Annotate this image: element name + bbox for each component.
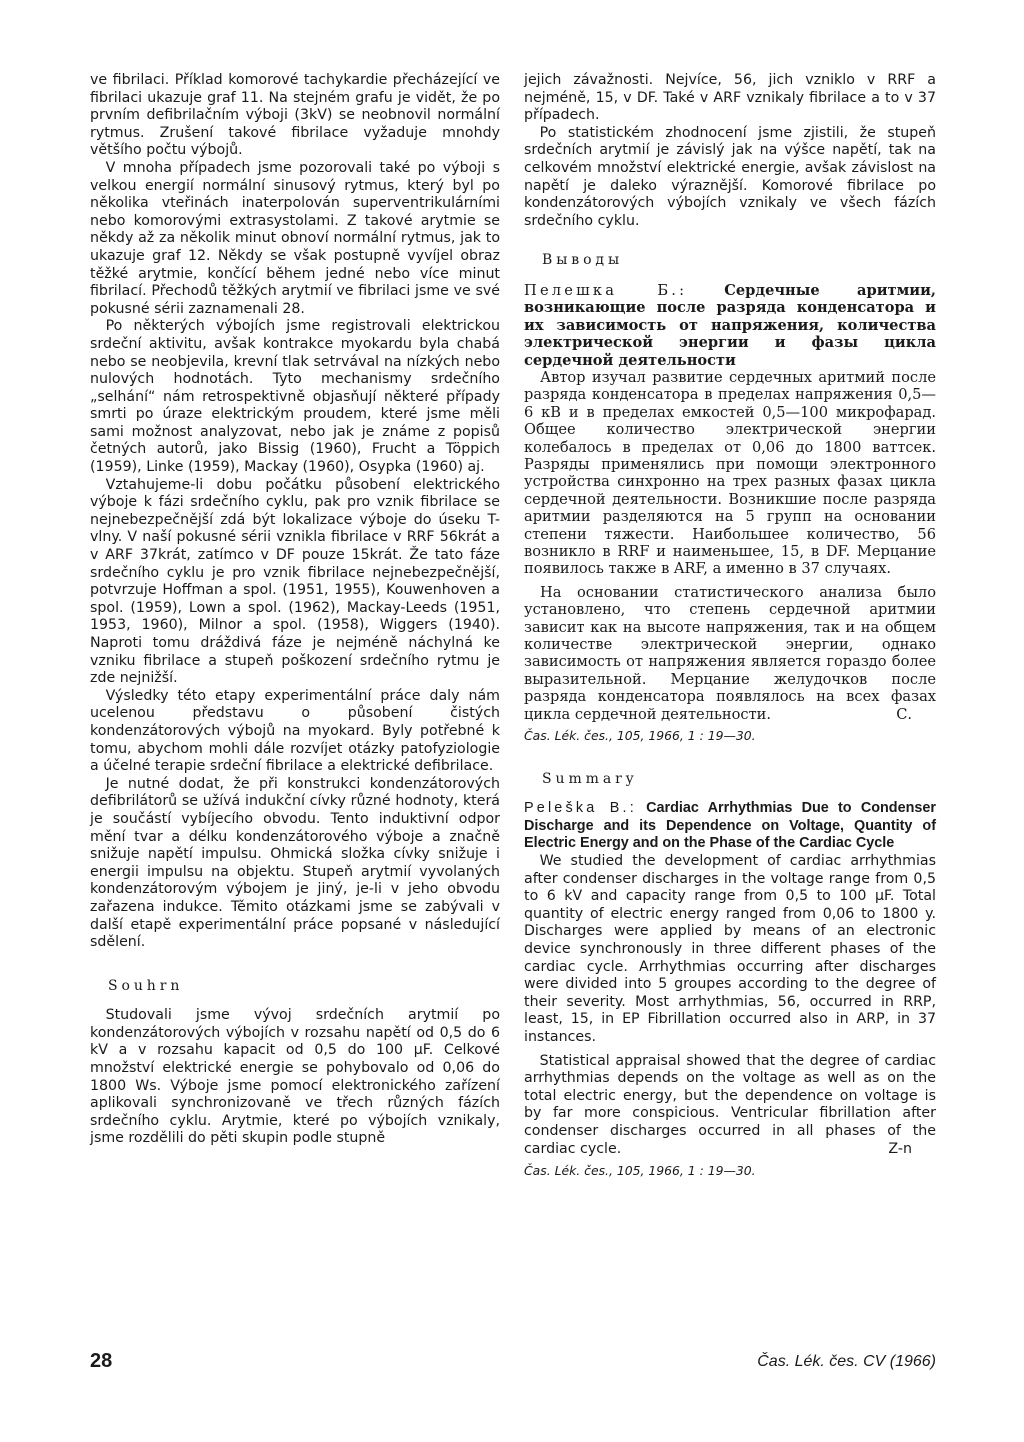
- souhrn-heading: Souhrn: [108, 977, 184, 994]
- paragraph: Po některých výbojích jsme registrovali elektrickou srdeční aktivitu, avšak kontrakce myokardu byla chabá nebo se neobjevila, krevní tlak setrvával na nízkých nebo nulových hodnotách. Tyto mechanismy srdečního „selhání“ nám retrospektivně objasňují některé případy smrti po úraze elektrickým proudem, které jsme měli sami možnost analyzovat, nebo jak je známe z popisů četných autorů, jako Bissig (1960), Frucht a Töppich (1959), Linke (1959), Mackay (1960), Osypka (1960) aj.: [90, 318, 500, 476]
- paragraph: [524, 1053, 936, 1159]
- russian-author: Пелешка Б.:: [524, 281, 688, 299]
- russian-title: [524, 282, 936, 369]
- paragraph: Výsledky této etapy experimentální práce daly nám ucelenou představu o působení čistých kondenzátorových výbojů na myokard. Byly potřebné k tomu, abychom mohli dále rozvíjet otázky patofyziologie a účelné terapie srdeční fibrilace a elektrické defibrilace.: [90, 687, 500, 775]
- paragraph: Po statistickém zhodnocení jsme zjistili, že stupeň srdečních arytmií je závislý jak na výšce napětí, tak na celkovém množství elektrické energie, avšak závislost na napětí je daleko výraznější. Komorové fibrilace po kondenzátorových výbojích vznikaly ve všech fázích srdečního cyklu.: [524, 124, 936, 229]
- summary-heading: Summary: [542, 770, 638, 787]
- citation: Čas. Lék. čes., 105, 1966, 1 : 19—30.: [524, 1163, 756, 1179]
- english-title: [524, 800, 936, 853]
- souhrn-paragraph: Studovali jsme vývoj srdečních arytmií po kondenzátorových výbojích v rozsahu napětí od 0,5 do 6 kV a v rozsahu kapacit od 0,5 do 100 µF. Celkové množství elektrické energie se pohybovalo od 0,06 do 1800 Ws. Výboje jsme pomocí elektronického zařízení aplikovali synchronizovaně ve třech různých fázích srdečního cyklu. Arytmie, které po výbojích vznikaly, jsme rozdělili do pěti skupin podle stupně: [90, 1007, 500, 1147]
- russian-abstract: [524, 282, 936, 723]
- paragraph-text: Statistical appraisal showed that the degree of cardiac arrhythmias depends on the voltage as well as on the total electric energy, but the dependence on voltage is by far more conspicious. Ventricular fibrillation after condenser discharges occurred in all phases of the cardiac cycle.: [524, 1052, 936, 1157]
- paragraph: V mnoha případech jsme pozorovali také po výboji s velkou energií normální sinusový rytmus, který byl po několika vteřinách inaterpolován superventrikulárními nebo komorovými extrasystolami. Z takové arytmie se někdy až za několik minut obnoví normální rytmus, jak to ukazuje graf 12. Někdy se však postupně vyvíjel obraz těžké arytmie, končící během jedné nebo více minut fibrilací. Přechodů těžkých arytmií ve fibrilaci jsme ve své pokusné sérii zaznamenali 28.: [90, 159, 500, 317]
- paragraph: jejich závažnosti. Nejvíce, 56, jich vzniklo v RRF a nejméně, 15, v DF. Také v ARF vznikaly fibrilace a to v 37 případech.: [524, 72, 936, 124]
- paragraph: Автор изучал развитие сердечных аритмий после разряда конденсатора в пределах напряжения 0,5—6 кВ и в пределах емкостей 0,5—100 микрофарад. Общее количество электрической энергии колебалось в пределах от 0,06 до 1800 ваттсек. Разряды применялись при помощи электронного устройства синхронно на трех разных фазах цикла сердечной деятельности. Возникшие после разряда аритмии разделяются на 5 групп на основании степени тяжести. Наибольшее количество, 56 возникло в RRF и наименьшее, 15, в DF. Мерцание появилось также в ARF, а именно в 37 случаях.: [524, 368, 936, 578]
- signature: Z-n: [888, 1140, 912, 1157]
- journal-reference: Čas. Lék. čes. CV (1966): [757, 1353, 936, 1370]
- vyvody-heading: Выводы: [542, 252, 624, 269]
- citation: Čas. Lék. čes., 105, 1966, 1 : 19—30.: [524, 728, 756, 744]
- signature: С.: [896, 705, 912, 723]
- paragraph: Je nutné dodat, že při konstrukci kondenzátorových defibrilátorů se užívá indukční cívky různé hodnoty, která je součástí vybíjecího obvodu. Tento induktivní odpor mění tvar a délku kondenzátorového výboje a značně snižuje napětí impulsu. Ohmická složka cívky snižuje i energii impulsu na objektu. Stupeň arytmií vyvolaných kondenzátorovým výbojem je jiný, je-li v jeho obvodu zařazena indukce. Těmito otázkami jsme se zabývali v další etapě experimentální práce popsané v následující sdělení.: [90, 775, 500, 951]
- paragraph: ve fibrilaci. Příklad komorové tachykardie přecházející ve fibrilaci ukazuje graf 11. Na stejném grafu je vidět, že po prvním defibrilačním výboji (3kV) se neobnovil normální rytmus. Zrušení takové fibrilace vyžaduje mnohdy většího počtu výbojů.: [90, 72, 500, 159]
- right-column: [524, 72, 936, 1180]
- paragraph-text: На основании статистического анализа было установлено, что степень сердечной аритмии зависит как на высоте напряжения, так и на общем количестве электрической энергии, однако зависимость от напряжения является гораздо более выразительной. Мерцание желудочков после разряда конденсатора появлялось на всех фазах цикла сердечной деятельности.: [524, 583, 936, 723]
- left-column: [90, 72, 500, 1148]
- paragraph: [524, 584, 936, 723]
- russian-title-text: Сердечные аритмии, возникающие после разряда конденсатора и их зависимость от напряжения, количества электрической энергии и фазы цикла сердечной деятельности: [524, 281, 936, 369]
- page-number: 28: [90, 1350, 113, 1372]
- paragraph: Vztahujeme-li dobu počátku působení elektrického výboje k fázi srdečního cyklu, pak pro vznik fibrilace se nejnebezpečnější zdá být lokalizace výboje do úseku T-vlny. V naší pokusné sérii vznikla fibrilace v RRF 56krát a v ARF 37krát, zatímco v DF pouze 15krát. Že tato fáze srdečního cyklu je pro vznik fibrilace nejnebezpečnější, potvrzuje Hoffman a spol. (1951, 1955), Kouwenhoven a spol. (1959), Lown a spol. (1962), Mackay-Leeds (1951, 1953, 1960), Milnor a spol. (1958), Wiggers (1940). Naproti tomu dráždivá fáze je nejméně náchylná ke vzniku fibrilace a stupeň poškození srdečního rytmu je zde nejnižší.: [90, 476, 500, 687]
- english-author: Peleška B.:: [524, 800, 637, 817]
- page-footer: [0, 1350, 1024, 1372]
- paragraph: We studied the development of cardiac arrhythmias after condenser discharges in the voltage range from 0,5 to 6 kV and capacity range from 0,5 to 100 µF. Total quantity of electric energy ranged from 0,06 to 1800 y. Discharges were applied by means of an electronic device synchronously in three different phases of the cardiac cycle. Arrhythmias occurring after discharges were divided into 5 groupes according to the degree of their severity. Most arrhythmias, 56, occurred in RRP, least, 15, in EP Fibrillation occurred also in ARP, in 37 instances.: [524, 853, 936, 1045]
- english-title-text: Cardiac Arrhythmias Due to Condenser Discharge and its Dependence on Voltage, Quantity of Electric Energy and on the Phase of the Cardiac Cycle: [524, 800, 936, 852]
